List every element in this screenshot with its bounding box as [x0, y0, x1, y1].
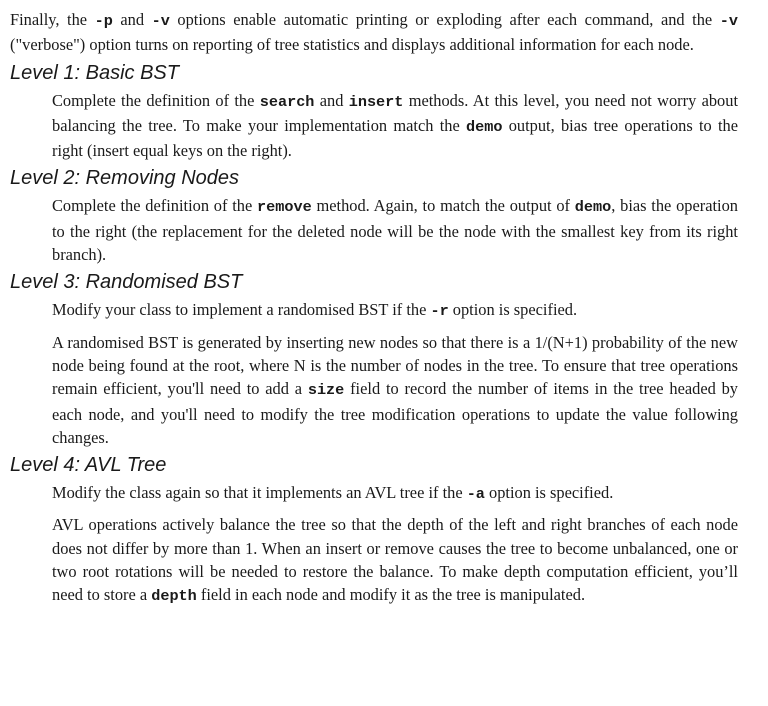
- option-r-code: -r: [430, 302, 449, 321]
- level4-p2-text-2: field in each node and modify it as the tree is manipulated.: [196, 585, 586, 605]
- size-code: size: [307, 381, 345, 400]
- option-v-code: -v: [151, 12, 170, 30]
- level3-p1-text-1: Modify your class to implement a randomised BST if the: [52, 300, 431, 320]
- demo-code-2: demo: [574, 198, 612, 217]
- level4-p1-text-2: option is specified.: [484, 483, 614, 503]
- insert-code: insert: [348, 92, 404, 111]
- search-code: search: [259, 92, 315, 111]
- level3-paragraph-1: [52, 298, 738, 323]
- level3-p2-text-1: A randomised BST is generated by inserting new nodes so that there is a 1/(N+1) probability of the new node being found at the root, where N is the number of nodes in the tree. To ensure that tree operations remain efficient, you'll need to add a: [52, 332, 738, 399]
- level2-text-1: Complete the definition of the: [52, 196, 258, 216]
- level4-paragraph-2: [52, 513, 738, 608]
- level2-text-3: , bias the operation to the right (the replacement for the deleted node will be the node with the smallest key from its right branch).: [52, 196, 738, 265]
- demo-code: demo: [465, 117, 503, 136]
- level4-paragraph-1: [52, 481, 738, 506]
- option-p-code: -p: [94, 12, 113, 30]
- intro-paragraph: [10, 8, 738, 57]
- level1-paragraph: [52, 89, 738, 163]
- option-v-code-2: -v: [719, 12, 738, 30]
- level2-text-2: method. Again, to match the output of: [311, 196, 575, 216]
- level4-p1-text-1: Modify the class again so that it implements an AVL tree if the: [52, 483, 467, 503]
- level3-paragraph-2: [52, 331, 738, 449]
- remove-code: remove: [257, 198, 312, 217]
- level1-text-3: methods. At this level, you need not worry about balancing the tree. To make your implementation match the: [52, 90, 738, 135]
- level1-text-1: Complete the definition of the: [52, 90, 260, 110]
- level3-p2-text-2: field to record the number of items in the tree headed by each node, and you'll need to modify the tree modification operations to update the value following changes.: [52, 379, 738, 447]
- level3-heading: Level 3: Randomised BST: [10, 271, 243, 294]
- level4-heading: Level 4: AVL Tree: [10, 454, 167, 477]
- level2-heading: Level 2: Removing Nodes: [10, 167, 240, 190]
- option-a-code: -a: [466, 485, 485, 504]
- level1-heading: Level 1: Basic BST: [10, 61, 179, 84]
- level4-p2-text-1: AVL operations actively balance the tree so that the depth of the left and right branches of each node does not differ by more than 1. When an insert or remove causes the tree to become unbalanced, one or two root rotations will be needed to restore the balance. To make depth computation efficient, you’ll need to store a: [52, 515, 738, 605]
- intro-text-4: ("verbose") option turns on reporting of tree statistics and displays additional information for each node.: [10, 35, 694, 55]
- intro-text-3: options enable automatic printing or exploding after each command, and the: [169, 10, 720, 29]
- level3-p1-text-2: option is specified.: [448, 300, 578, 320]
- level1-text-4: output, bias tree operations to the right (insert equal keys on the right).: [52, 115, 739, 161]
- intro-text-1: Finally, the: [10, 10, 95, 29]
- intro-text-2: and: [112, 10, 152, 29]
- depth-code: depth: [151, 587, 197, 606]
- level2-paragraph: [52, 194, 738, 266]
- level1-text-2: and: [314, 90, 349, 110]
